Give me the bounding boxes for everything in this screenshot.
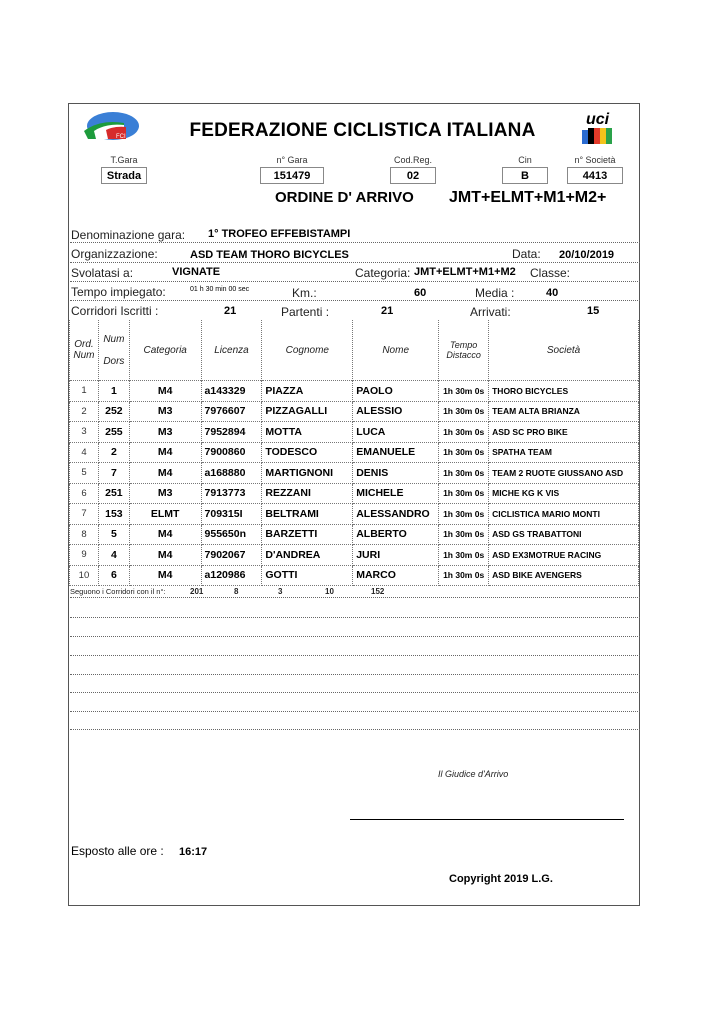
- results-table: [69, 320, 639, 586]
- cell-nome: ALESSIO: [353, 401, 439, 422]
- cell-ord: 2: [70, 401, 99, 422]
- categories-heading: JMT+ELMT+M1+M2+: [449, 189, 607, 206]
- col-cognome: Cognome: [262, 320, 353, 381]
- nsocieta-label: n° Società: [574, 155, 616, 165]
- cin-value: B: [502, 167, 548, 184]
- cell-nome: MARCO: [353, 565, 439, 586]
- cell-ord: 5: [70, 463, 99, 484]
- cell-licenza: a143329: [201, 381, 262, 402]
- cell-ord: 4: [70, 442, 99, 463]
- table-row: [70, 524, 639, 545]
- col-categoria: Categoria: [129, 320, 201, 381]
- cell-licenza: 709315I: [201, 504, 262, 525]
- categoria-label: Categoria:: [355, 266, 411, 280]
- cell-licenza: 7900860: [201, 442, 262, 463]
- cell-num: 153: [98, 504, 129, 525]
- cell-tempo: 1h 30m 0s: [439, 442, 489, 463]
- seguono-num: 152: [371, 587, 385, 596]
- cell-cognome: BARZETTI: [262, 524, 353, 545]
- cell-nome: DENIS: [353, 463, 439, 484]
- table-row: [70, 442, 639, 463]
- tgara-value: Strada: [101, 167, 147, 184]
- cell-tempo: 1h 30m 0s: [439, 463, 489, 484]
- table-row: [70, 565, 639, 586]
- cell-ord: 9: [70, 545, 99, 566]
- cell-licenza: a120986: [201, 565, 262, 586]
- ngara-label: n° Gara: [276, 155, 308, 165]
- iscritti-value: 21: [224, 305, 237, 317]
- arrivati-label: Arrivati:: [470, 305, 511, 319]
- cell-cognome: MARTIGNONI: [262, 463, 353, 484]
- copyright: Copyright 2019 L.G.: [449, 873, 553, 885]
- km-label: Km.:: [292, 286, 317, 300]
- cell-num: 2: [98, 442, 129, 463]
- codreg-label: Cod.Reg.: [393, 155, 433, 165]
- cell-ord: 3: [70, 422, 99, 443]
- cin-label: Cin: [518, 155, 532, 165]
- col-num: Num Dors: [98, 320, 129, 381]
- cell-licenza: 7952894: [201, 422, 262, 443]
- media-value: 40: [546, 287, 559, 299]
- cell-licenza: 7976607: [201, 401, 262, 422]
- denominazione-label: Denominazione gara:: [71, 228, 186, 242]
- giudice-label: Il Giudice d'Arrivo: [438, 769, 509, 779]
- seguono-num: 3: [278, 587, 283, 596]
- iscritti-label: Corridori Iscritti :: [71, 304, 159, 318]
- cell-categoria: M4: [129, 381, 201, 402]
- col-societa: Società: [489, 320, 639, 381]
- esposto-label: Esposto alle ore :: [71, 844, 164, 858]
- tgara-label: T.Gara: [110, 155, 138, 165]
- tempo-value: 01 h 30 min 00 sec: [190, 286, 250, 293]
- cell-categoria: M3: [129, 401, 201, 422]
- cell-tempo: 1h 30m 0s: [439, 565, 489, 586]
- cell-tempo: 1h 30m 0s: [439, 545, 489, 566]
- svolta-value: VIGNATE: [172, 266, 221, 278]
- cell-categoria: M3: [129, 483, 201, 504]
- cell-categoria: M4: [129, 442, 201, 463]
- cell-societa: THORO BICYCLES: [489, 381, 639, 402]
- cell-societa: ASD GS TRABATTONI: [489, 524, 639, 545]
- denominazione-value: 1° TROFEO EFFEBISTAMPI: [208, 228, 351, 240]
- cell-societa: TEAM ALTA BRIANZA: [489, 401, 639, 422]
- classe-label: Classe:: [530, 266, 571, 280]
- cell-tempo: 1h 30m 0s: [439, 401, 489, 422]
- cell-num: 252: [98, 401, 129, 422]
- organizzazione-value: ASD TEAM THORO BICYCLES: [190, 249, 349, 261]
- cell-nome: PAOLO: [353, 381, 439, 402]
- media-label: Media :: [475, 286, 515, 300]
- codreg-value: 02: [390, 167, 436, 184]
- seguono-line: [70, 587, 385, 596]
- data-label: Data:: [512, 247, 541, 261]
- partenti-value: 21: [381, 305, 394, 317]
- cell-ord: 8: [70, 524, 99, 545]
- table-row: [70, 463, 639, 484]
- cell-nome: ALBERTO: [353, 524, 439, 545]
- arrivati-value: 15: [587, 305, 600, 317]
- cell-cognome: PIAZZA: [262, 381, 353, 402]
- cell-cognome: D'ANDREA: [262, 545, 353, 566]
- table-row: [70, 504, 639, 525]
- tempo-label: Tempo impiegato:: [71, 285, 166, 299]
- col-ord: Ord. Num: [70, 320, 99, 381]
- ordine-arrivo-heading: ORDINE D' ARRIVO: [275, 189, 414, 206]
- cell-tempo: 1h 30m 0s: [439, 381, 489, 402]
- seguono-num: 201: [190, 587, 204, 596]
- cell-categoria: ELMT: [129, 504, 201, 525]
- cell-licenza: 7913773: [201, 483, 262, 504]
- cell-tempo: 1h 30m 0s: [439, 524, 489, 545]
- cell-num: 1: [98, 381, 129, 402]
- cell-societa: CICLISTICA MARIO MONTI: [489, 504, 639, 525]
- cell-cognome: TODESCO: [262, 442, 353, 463]
- cell-categoria: M4: [129, 545, 201, 566]
- cell-ord: 7: [70, 504, 99, 525]
- cell-societa: SPATHA TEAM: [489, 442, 639, 463]
- organizzazione-label: Organizzazione:: [71, 247, 158, 261]
- cell-categoria: M4: [129, 565, 201, 586]
- uci-logo-text: uci: [586, 111, 610, 128]
- cell-tempo: 1h 30m 0s: [439, 504, 489, 525]
- cell-categoria: M3: [129, 422, 201, 443]
- cell-num: 251: [98, 483, 129, 504]
- table-row: [70, 422, 639, 443]
- cell-nome: EMANUELE: [353, 442, 439, 463]
- cell-tempo: 1h 30m 0s: [439, 422, 489, 443]
- table-row: [70, 545, 639, 566]
- categoria-value: JMT+ELMT+M1+M2: [414, 266, 516, 278]
- cell-tempo: 1h 30m 0s: [439, 483, 489, 504]
- cell-ord: 6: [70, 483, 99, 504]
- table-header-row: [70, 320, 639, 381]
- cell-nome: LUCA: [353, 422, 439, 443]
- cell-societa: ASD BIKE AVENGERS: [489, 565, 639, 586]
- ngara-value: 151479: [260, 167, 324, 184]
- cell-categoria: M4: [129, 524, 201, 545]
- svolta-label: Svolatasi a:: [71, 266, 134, 280]
- cell-num: 6: [98, 565, 129, 586]
- cell-societa: ASD SC PRO BIKE: [489, 422, 639, 443]
- fci-logo-text: FCI: [116, 134, 126, 140]
- seguono-num: 10: [325, 587, 334, 596]
- cell-cognome: BELTRAMI: [262, 504, 353, 525]
- cell-ord: 10: [70, 565, 99, 586]
- table-row: [70, 401, 639, 422]
- cell-nome: ALESSANDRO: [353, 504, 439, 525]
- cell-nome: JURI: [353, 545, 439, 566]
- cell-cognome: REZZANI: [262, 483, 353, 504]
- esposto-value: 16:17: [179, 846, 208, 858]
- cell-num: 4: [98, 545, 129, 566]
- page-title: FEDERAZIONE CICLISTICA ITALIANA: [189, 120, 536, 141]
- nsocieta-value: 4413: [567, 167, 623, 184]
- cell-cognome: PIZZAGALLI: [262, 401, 353, 422]
- cell-num: 7: [98, 463, 129, 484]
- partenti-label: Partenti :: [281, 305, 330, 319]
- table-row: [70, 381, 639, 402]
- cell-societa: ASD EX3MOTRUE RACING: [489, 545, 639, 566]
- signature-line: [350, 819, 624, 820]
- col-licenza: Licenza: [201, 320, 262, 381]
- data-value: 20/10/2019: [559, 249, 615, 261]
- cell-licenza: 955650n: [201, 524, 262, 545]
- col-tempo: Tempo Distacco: [439, 320, 489, 381]
- cell-num: 5: [98, 524, 129, 545]
- cell-cognome: GOTTI: [262, 565, 353, 586]
- km-value: 60: [414, 287, 427, 299]
- cell-societa: TEAM 2 RUOTE GIUSSANO ASD: [489, 463, 639, 484]
- cell-licenza: 7902067: [201, 545, 262, 566]
- cell-ord: 1: [70, 381, 99, 402]
- col-nome: Nome: [353, 320, 439, 381]
- cell-licenza: a168880: [201, 463, 262, 484]
- seguono-label: Seguono i Corridori con il n°:: [70, 587, 166, 596]
- cell-cognome: MOTTA: [262, 422, 353, 443]
- cell-categoria: M4: [129, 463, 201, 484]
- cell-societa: MICHE KG K VIS: [489, 483, 639, 504]
- seguono-num: 8: [234, 587, 239, 596]
- cell-nome: MICHELE: [353, 483, 439, 504]
- cell-num: 255: [98, 422, 129, 443]
- table-row: [70, 483, 639, 504]
